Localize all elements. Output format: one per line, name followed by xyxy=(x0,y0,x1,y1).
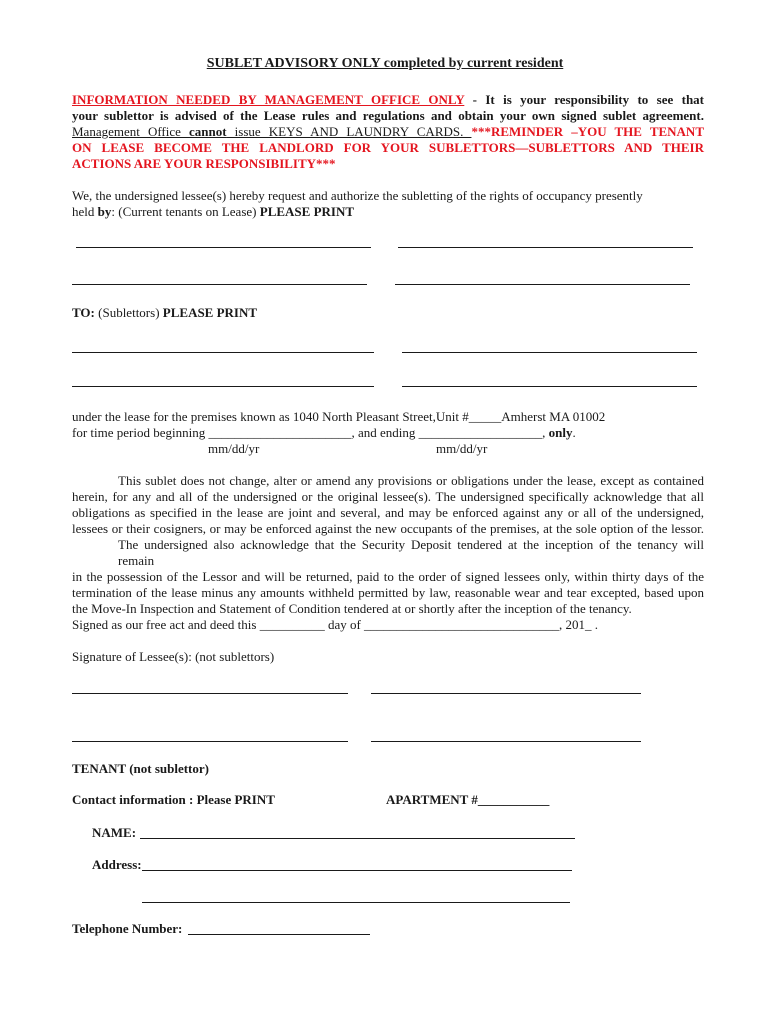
sublettor-line-1[interactable] xyxy=(72,352,374,353)
notice-line-3 xyxy=(72,124,704,140)
request-line-1: We, the undersigned lessee(s) hereby request and authorize the subletting of the rights of occupancy presently xyxy=(72,188,643,203)
signature-line-3[interactable] xyxy=(72,741,348,742)
tenant-name-line-3[interactable] xyxy=(72,284,367,285)
signature-line-4[interactable] xyxy=(371,741,641,742)
apartment-field[interactable]: APARTMENT #___________ xyxy=(386,792,550,807)
legal-p2-line-3: termination of the lease minus any amounts withheld permitted by law, reasonable wear and tear excepted, based upon xyxy=(72,585,704,600)
legal-p1-line-3: obligations as specified in the lease are joint and several, and may be enforced against any or all of the undersigned, xyxy=(72,505,704,520)
tenant-name-line-2[interactable] xyxy=(398,247,693,248)
request-held: held xyxy=(72,204,98,219)
date-hint-end: mm/dd/yr xyxy=(436,441,488,456)
to-label-row xyxy=(72,305,257,321)
signed-line[interactable]: Signed as our free act and deed this __________ day of ______________________________, 201_ . xyxy=(72,617,599,632)
period-only: only xyxy=(548,425,573,440)
request-by: by xyxy=(97,204,112,219)
tenant-name-line-4[interactable] xyxy=(395,284,690,285)
notice-cannot: cannot xyxy=(189,124,227,139)
signature-line-2[interactable] xyxy=(371,693,641,694)
to-sublettors: (Sublettors) xyxy=(94,305,163,320)
to-label: TO: xyxy=(72,305,95,320)
sublettor-line-2[interactable] xyxy=(402,352,697,353)
address-label: Address: xyxy=(92,857,142,872)
name-field[interactable] xyxy=(140,838,575,839)
notice-line-4: ON LEASE BECOME THE LANDLORD FOR YOUR SUBLETTORS—SUBLETTORS AND THEIR xyxy=(72,140,704,155)
contact-label: Contact information : Please PRINT xyxy=(72,792,275,807)
tenant-heading: TENANT (not sublettor) xyxy=(72,761,209,776)
legal-p1-line-4: lessees or their cosigners, or may be enforced against the new occupants of the premises, at the sole option of the lessor. xyxy=(72,521,704,536)
phone-label: Telephone Number: xyxy=(72,921,183,936)
notice-line-5: ACTIONS ARE YOUR RESPONSIBILITY*** xyxy=(72,156,336,171)
premises-line-1: under the lease for the premises known as 1040 North Pleasant Street,Unit #_____Amherst MA 01002 xyxy=(72,409,606,424)
notice-mgmt-office: Management Office xyxy=(72,124,190,139)
address-field-line-2[interactable] xyxy=(142,902,570,903)
premises-line-2 xyxy=(72,425,576,441)
request-please-print: PLEASE PRINT xyxy=(259,204,355,219)
legal-paragraph-1 xyxy=(72,473,704,617)
address-field-line-1[interactable] xyxy=(142,870,572,871)
to-please-print: PLEASE PRINT xyxy=(162,305,258,320)
notice-reminder: ***REMINDER –YOU THE TENANT xyxy=(471,124,704,139)
tenant-name-line-1[interactable] xyxy=(76,247,371,248)
legal-p2-line-1: The undersigned also acknowledge that the Security Deposit tendered at the inception of the tenancy will remain xyxy=(118,537,704,568)
legal-p1-line-1: This sublet does not change, alter or amend any provisions or obligations under the lease, except as contained xyxy=(118,473,704,488)
legal-p2-line-4: the Move-In Inspection and Statement of Condition tendered at or shortly after the inception of the tenancy. xyxy=(72,601,632,616)
notice-line-1-rest: It is your responsibility to see that xyxy=(485,92,705,107)
notice-block xyxy=(72,92,704,172)
notice-keys: issue KEYS AND LAUNDRY CARDS. xyxy=(226,124,472,139)
signature-label: Signature of Lessee(s): (not sublettors) xyxy=(72,649,275,664)
notice-dash: - xyxy=(464,92,486,107)
notice-line-1 xyxy=(72,92,704,108)
notice-red-heading: INFORMATION NEEDED BY MANAGEMENT OFFICE ONLY xyxy=(72,92,465,107)
signature-line-1[interactable] xyxy=(72,693,348,694)
name-label: NAME: xyxy=(92,825,137,840)
notice-line-2: your sublettor is advised of the Lease rules and regulations and obtain your own signed sublet agreement. xyxy=(72,108,704,123)
legal-p2-line-2: in the possession of the Lessor and will be returned, paid to the order of signed lessees only, within thirty days of the xyxy=(72,569,704,584)
sublettor-line-3[interactable] xyxy=(72,386,374,387)
page-title: SUBLET ADVISORY ONLY completed by current resident xyxy=(206,56,564,71)
request-current-tenants: : (Current tenants on Lease) xyxy=(111,204,260,219)
legal-p1-line-2: herein, for any and all of the undersigned or the original lessee(s). The undersigned specifically acknowledge that all xyxy=(72,489,704,504)
request-block xyxy=(72,188,704,220)
date-hint-begin: mm/dd/yr xyxy=(208,441,260,456)
request-line-2 xyxy=(72,204,704,220)
phone-field[interactable] xyxy=(188,934,370,935)
period-dot: . xyxy=(572,425,576,440)
sublettor-line-4[interactable] xyxy=(402,386,697,387)
period-fields[interactable]: for time period beginning ______________________, and ending ___________________, xyxy=(72,425,549,440)
